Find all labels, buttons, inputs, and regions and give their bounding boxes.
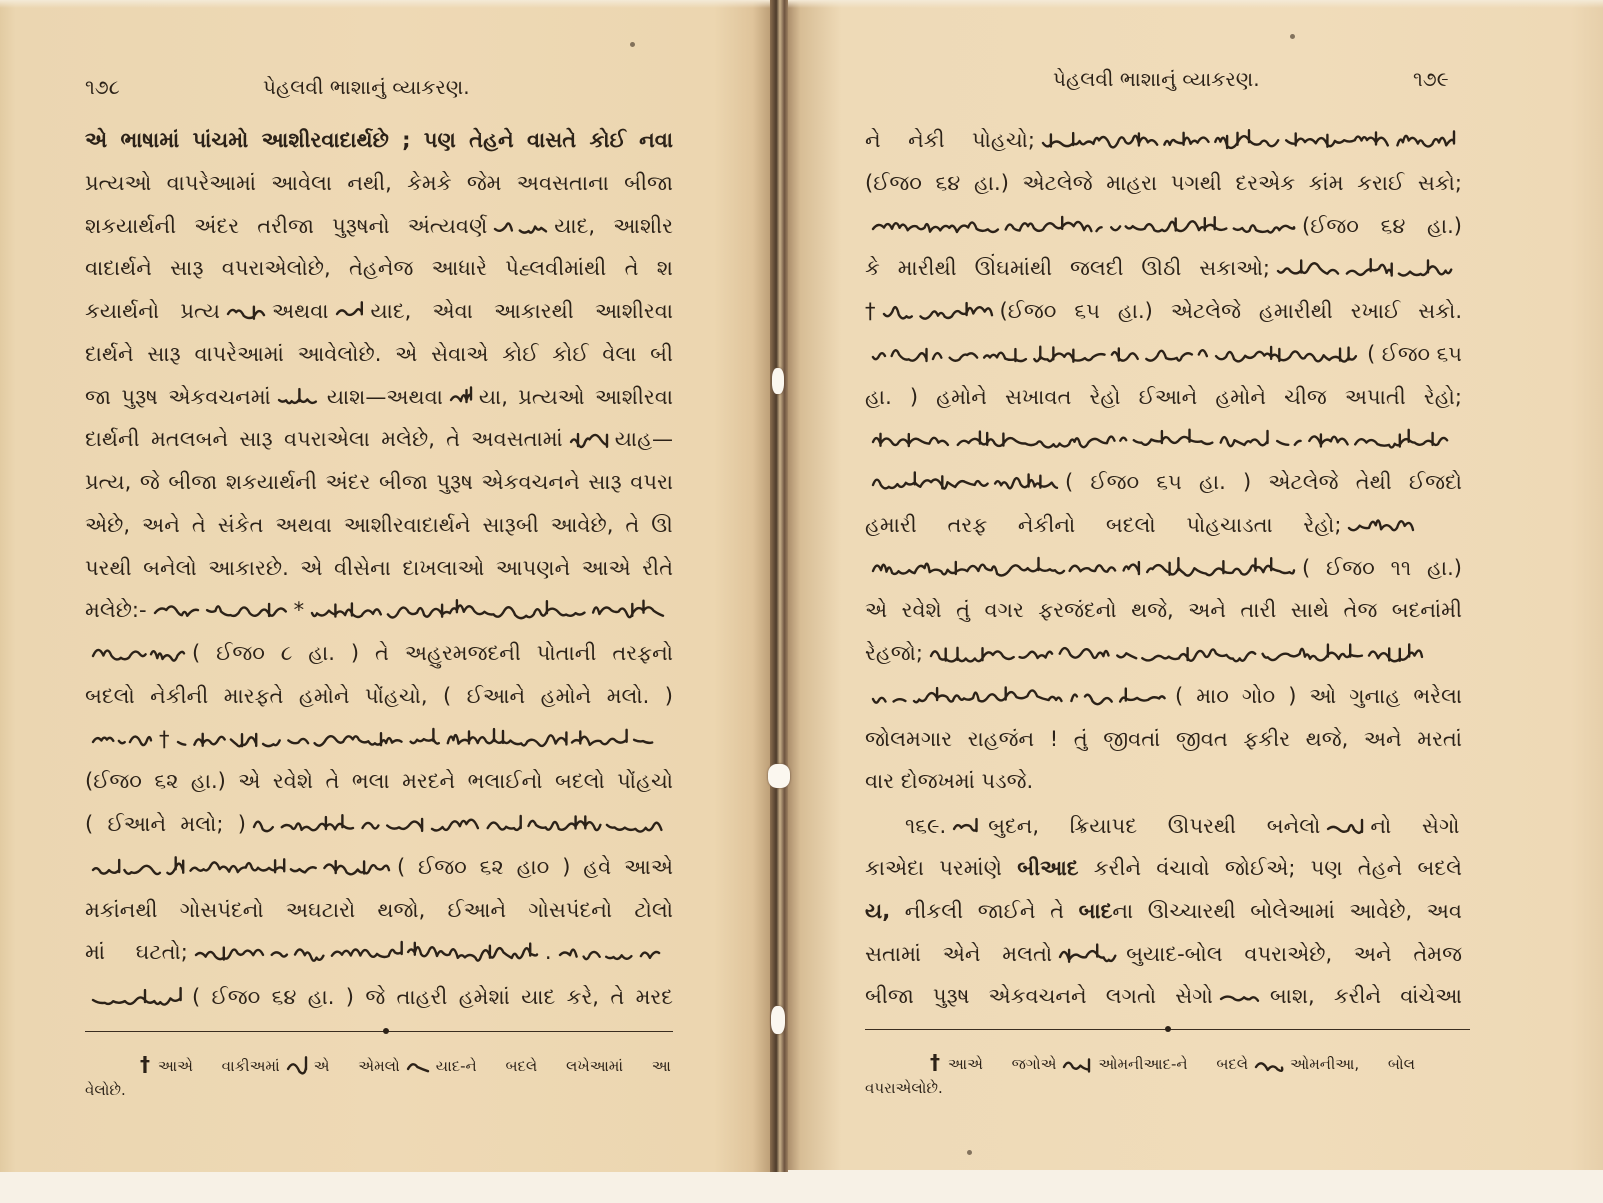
pahlavi-word	[871, 427, 1451, 453]
text-run: ( ઈજ૦ ૬૨ હા૦ ) હવે આએ	[397, 855, 673, 879]
text-line	[85, 937, 673, 967]
text-line	[85, 339, 673, 369]
pahlavi-stroke	[873, 472, 1057, 488]
pahlavi-glyphs	[871, 556, 1296, 582]
pahlavi-stroke	[1060, 945, 1115, 962]
text-run: યાદ, એવા આકારથી આશીરવા	[370, 299, 673, 323]
text-line	[85, 809, 673, 839]
text-run: ( ઈજ૦ ૧૧ હા.)	[1302, 556, 1462, 580]
pahlavi-stroke	[451, 388, 471, 403]
text-line	[865, 168, 1462, 198]
text-run: ( ઈઆને મલો; )	[85, 812, 246, 836]
text-run: ( ઈજ૦ ૬૫	[1367, 342, 1462, 366]
pahlavi-stroke	[1328, 820, 1362, 833]
text-run: પ્રત્ય, જે બીજા શકયાર્થની અંદર બીજા પુરૂષ એકવચનને સારૂ વપરા	[85, 470, 673, 494]
pahlavi-stroke	[312, 600, 663, 618]
pahlavi-word	[1058, 942, 1120, 968]
pahlavi-stroke	[873, 430, 1447, 448]
text-line	[865, 382, 1462, 412]
pahlavi-glyphs	[406, 1054, 430, 1080]
text-run: બુદન, ક્રિયાપદ ઊપરથી બનેલો	[988, 814, 1321, 838]
text-run: *	[293, 598, 305, 622]
text-line	[85, 168, 673, 198]
pahlavi-glyphs	[871, 684, 1169, 710]
pahlavi-word	[871, 684, 1169, 710]
pahlavi-glyphs	[153, 598, 288, 624]
pahlavi-stroke	[254, 815, 661, 831]
pahlavi-stroke	[1349, 520, 1413, 530]
pahlavi-word	[252, 812, 667, 838]
footnote-rule-dot	[1165, 1026, 1171, 1032]
pahlavi-word	[558, 940, 663, 966]
text-line	[85, 895, 673, 925]
pahlavi-glyphs	[449, 385, 473, 411]
text-run: કાએદા પરમાંણે	[865, 856, 1002, 880]
pahlavi-stroke	[93, 650, 184, 661]
pahlavi-glyphs	[493, 214, 548, 240]
pahlavi-word	[871, 214, 1296, 240]
text-run: જોલમગાર રાહજંન ! તું જીવતાં જીવત ફકીર થજે, અને મરતાં	[865, 727, 1462, 751]
pahlavi-glyphs	[91, 855, 391, 881]
footnote-line	[85, 1078, 673, 1102]
text-line	[85, 766, 673, 796]
pahlavi-glyphs	[176, 727, 656, 753]
text-run: .	[544, 940, 552, 964]
text-line	[85, 638, 673, 668]
pahlavi-stroke	[196, 942, 537, 961]
pahlavi-stroke	[873, 688, 1165, 705]
stitch-hole	[771, 1006, 785, 1034]
pahlavi-stroke	[954, 819, 977, 831]
pahlavi-glyphs	[286, 1054, 308, 1080]
text-line	[85, 125, 673, 155]
pahlavi-stroke	[873, 558, 1294, 576]
text-run: બાશ, કરીને વાંચેઆ	[1269, 984, 1462, 1008]
text-line	[865, 595, 1462, 625]
text-run: બદલો નેકીની મારફતે હમોને પોંહચો, ( ઈઆને હમોને મલો. )	[85, 684, 673, 708]
pahlavi-glyphs	[1058, 942, 1120, 968]
footnote-line	[865, 1076, 1470, 1100]
text-line	[865, 766, 1462, 796]
pahlavi-word	[1326, 814, 1364, 840]
pahlavi-stroke	[178, 729, 652, 746]
text-line	[85, 553, 673, 583]
pahlavi-glyphs	[335, 299, 365, 325]
text-line	[865, 339, 1462, 369]
pahlavi-word	[194, 940, 539, 966]
pahlavi-word	[310, 598, 665, 624]
text-run: આએ વાકીઅમાં	[158, 1057, 280, 1075]
text-line	[905, 811, 1462, 841]
pahlavi-word	[449, 385, 473, 411]
pahlavi-stroke	[93, 988, 181, 1004]
text-line	[85, 467, 673, 497]
text-run: ઓમનીઆદ-ને બદલે	[1098, 1055, 1249, 1073]
pahlavi-glyphs	[871, 214, 1296, 240]
text-run: એ ભાષામાં પાંચમો આશીરવાદાર્થછે ; પણ તેહને વાસતે કોઈ નવા	[85, 128, 673, 152]
top-edge	[0, 0, 1603, 8]
text-run: યાહ—	[614, 427, 673, 451]
pahlavi-word	[569, 427, 609, 453]
pahlavi-stroke	[155, 604, 286, 616]
text-run: મલેછે:-	[85, 598, 147, 622]
pahlavi-stroke	[1064, 1059, 1089, 1071]
text-run: યાદ, આશીર	[554, 214, 673, 238]
pahlavi-word	[176, 727, 656, 753]
text-line	[85, 595, 673, 625]
pahlavi-stroke	[93, 737, 151, 746]
pahlavi-glyphs	[1062, 1052, 1092, 1078]
text-run: હા. ) હમોને સખાવત રેહો ઈઆને હમોને ચીજ અપાતી રેહો;	[865, 385, 1462, 409]
text-line	[865, 553, 1462, 583]
text-run: વપરાએલોછે.	[865, 1079, 943, 1097]
pahlavi-glyphs	[226, 299, 266, 325]
running-title: પેહલવી ભાશાનું વ્યાકરણ.	[1053, 67, 1260, 91]
text-line	[85, 681, 673, 711]
text-run: દાર્થની મતલબને સારૂ વપરાએલા મલેછે, તે અવસતામાં	[85, 427, 563, 451]
pahlavi-stroke	[571, 434, 607, 447]
text-run: બુયાદ-બોલ વપરાએછે, અને તેમજ	[1126, 942, 1462, 966]
text-line	[865, 724, 1462, 754]
pahlavi-stroke	[931, 645, 1422, 662]
text-run: હમારી તરફ નેકીનો બદલો પોહચાડતા રેહો;	[865, 513, 1342, 537]
pahlavi-word	[1254, 1052, 1284, 1078]
text-run: યા, પ્રત્યઓ આશીરવા	[478, 385, 674, 409]
text-run: મકાંનથી ગોસપંદનો અઘટારો થજો, ઈઆને ગોસપંદનો ટોલો	[85, 898, 673, 922]
pahlavi-stroke	[279, 389, 316, 403]
text-run-bold: ય,	[865, 899, 891, 923]
text-run: વાર દોજખમાં પડજે.	[865, 769, 1034, 793]
dagger-mark: †	[159, 727, 170, 751]
text-line	[865, 939, 1462, 969]
text-run: આએ જગોએ	[948, 1055, 1057, 1073]
pahlavi-word	[1062, 1052, 1092, 1078]
stitch-hole	[772, 368, 784, 394]
text-run: કે મારીથી ઊંઘમાંથી જલદી ઊઠી સકાઓ;	[865, 256, 1270, 280]
text-run: નીકલી જાઈને તે	[904, 899, 1065, 923]
text-run: ( ઈજ૦ ૬૪ હા. ) જે તાહરી હમેશાં યાદ કરે, તે મરદ	[192, 985, 673, 1009]
footnote-line	[140, 1052, 673, 1076]
text-line	[85, 724, 673, 754]
pahlavi-glyphs	[569, 427, 609, 453]
paper-speck	[1290, 34, 1295, 39]
text-run: સતામાં એને મલતો	[865, 942, 1053, 966]
pahlavi-word	[871, 556, 1296, 582]
pahlavi-stroke	[1043, 130, 1454, 148]
text-run: રેહજો;	[865, 641, 923, 665]
footnote-line	[930, 1050, 1470, 1074]
pahlavi-glyphs	[929, 641, 1424, 667]
pahlavi-word	[929, 641, 1424, 667]
pahlavi-glyphs	[1347, 513, 1415, 539]
text-line	[865, 896, 1462, 926]
pahlavi-word	[952, 814, 982, 840]
paragraph-number: ૧૬૯.	[905, 814, 947, 838]
pahlavi-glyphs	[91, 985, 186, 1011]
pahlavi-word	[493, 214, 548, 240]
pahlavi-word	[277, 385, 321, 411]
footnote-rule-dot	[383, 1028, 389, 1034]
text-line	[865, 638, 1462, 668]
text-run: (ઈજ૦ ૬૫ હા.) એટલેજે હમારીથી રખાઈ સકો.	[999, 299, 1462, 323]
text-line	[85, 382, 673, 412]
pahlavi-glyphs	[558, 940, 663, 966]
pahlavi-stroke	[873, 347, 1356, 362]
text-line	[865, 253, 1462, 283]
pahlavi-stroke	[1256, 1063, 1282, 1070]
pahlavi-word	[91, 727, 153, 753]
text-run: ઓમનીઆ, બોલ	[1290, 1055, 1416, 1073]
pahlavi-glyphs	[91, 641, 186, 667]
text-run: માં ઘટતો;	[85, 940, 188, 964]
pahlavi-stroke	[228, 307, 264, 319]
text-line	[85, 253, 673, 283]
text-line	[865, 467, 1462, 497]
text-run: ( ઈજ૦ ૬૫ હા. ) એટલેજે તેથી ઈજદો	[1065, 470, 1462, 494]
text-run: કરીને વંચાવો જોઈએ; પણ તેહને બદલે	[1093, 856, 1462, 880]
pahlavi-glyphs	[1254, 1052, 1284, 1078]
text-line	[85, 852, 673, 882]
pahlavi-glyphs	[882, 299, 994, 325]
dagger-mark: †	[865, 299, 876, 323]
pahlavi-word	[91, 985, 186, 1011]
text-line	[865, 296, 1462, 326]
text-run: ( ઈજ૦ ૮ હા. ) તે અહુરમજદની પોતાની તરફનો	[192, 641, 673, 665]
dagger-mark: †	[930, 1050, 940, 1074]
paper-speck	[967, 1150, 972, 1155]
text-run: વેલોછે.	[85, 1081, 126, 1099]
text-line	[85, 982, 673, 1012]
text-line	[865, 510, 1462, 540]
pahlavi-stroke	[337, 302, 362, 315]
pahlavi-glyphs	[871, 470, 1059, 496]
text-line	[85, 211, 673, 241]
pahlavi-word	[406, 1054, 430, 1080]
text-run: ને નેકી પોહચો;	[865, 128, 1035, 152]
text-run: (ઈજ૦ ૬૪ હા.)	[1302, 214, 1462, 238]
text-line	[85, 510, 673, 540]
pahlavi-word	[91, 641, 186, 667]
binding-gutter	[770, 0, 788, 1172]
text-line	[865, 424, 1462, 454]
text-run: અથવા	[272, 299, 329, 323]
text-run: એછે, અને તે સંકેત અથવા આશીરવાદાર્થને સારૂબી આવેછે, તે ઊ	[85, 513, 673, 537]
running-title: પેહલવી ભાશાનું વ્યાકરણ.	[263, 75, 470, 99]
text-line	[865, 853, 1462, 883]
text-run: પ્રત્યઓ વાપરેઆમાં આવેલા નથી, કેમકે જેમ અવસતાના બીજા	[85, 171, 673, 195]
page-number: ૧૭૮	[85, 75, 120, 99]
pahlavi-glyphs	[252, 812, 667, 838]
text-line	[865, 125, 1462, 155]
pahlavi-glyphs	[1276, 256, 1456, 282]
text-run: ( મા૦ ગો૦ ) ઓ ગુનાહ ભરેલા	[1175, 684, 1462, 708]
text-run: દાર્થને સારૂ વાપરેઆમાં આવેલોછે. એ સેવાએ કોઈ કોઈ વેલા બી	[85, 342, 673, 366]
pahlavi-stroke	[1278, 259, 1451, 275]
text-run: યાશ—અથવા	[326, 385, 443, 409]
pahlavi-glyphs	[277, 385, 321, 411]
text-line	[85, 296, 673, 326]
text-line	[865, 681, 1462, 711]
page-number: ૧૭૯	[1413, 67, 1449, 91]
pahlavi-glyphs	[1041, 128, 1456, 154]
pahlavi-stroke	[495, 223, 546, 232]
pahlavi-stroke	[884, 303, 992, 319]
paper-speck	[630, 42, 635, 47]
pahlavi-stroke	[1221, 997, 1258, 1001]
pahlavi-glyphs	[871, 427, 1451, 453]
pahlavi-word	[871, 470, 1059, 496]
pahlavi-word	[882, 299, 994, 325]
pahlavi-glyphs	[871, 342, 1361, 368]
pahlavi-word	[153, 598, 288, 624]
text-run: જા પુરૂષ એકવચનમાં	[85, 385, 271, 409]
text-run: બીજા પુરૂષ એકવચનને લગતો સેગો	[865, 984, 1213, 1008]
pahlavi-word	[1347, 513, 1415, 539]
pahlavi-glyphs	[1326, 814, 1364, 840]
dagger-mark: †	[140, 1052, 150, 1076]
pahlavi-word	[1276, 256, 1456, 282]
pahlavi-word	[335, 299, 365, 325]
pahlavi-word	[1219, 984, 1264, 1010]
text-run-bold: બાદ	[1078, 899, 1113, 923]
pahlavi-glyphs	[1219, 984, 1264, 1010]
text-run: વાદાર્થને સારૂ વપરાએલોછે, તેહનેજ આધારે પેહ્લવીમાંથી તે શ	[85, 256, 673, 280]
pahlavi-glyphs	[310, 598, 665, 624]
text-run: (ઈજ૦ ૬૨ હા.) એ રવેશે તે ભલા મરદને ભલાઈનો બદલો પોંહચો	[85, 769, 673, 793]
text-line	[865, 981, 1462, 1011]
pahlavi-stroke	[93, 857, 389, 874]
pahlavi-word	[286, 1054, 308, 1080]
text-run: યાદ-ને બદલે લખેઆમાં આ	[435, 1057, 671, 1075]
pahlavi-word	[91, 855, 391, 881]
text-run: કયાર્થનો પ્રત્ય	[85, 299, 221, 323]
pahlavi-stroke	[288, 1057, 306, 1073]
pahlavi-word	[226, 299, 266, 325]
text-run: એ એમલો	[313, 1057, 400, 1075]
pahlavi-word	[871, 342, 1361, 368]
pahlavi-glyphs	[952, 814, 982, 840]
text-run: પરથી બનેલો આકારછે. એ વીસેના દાખલાઓ આપણને આએ રીતે	[85, 556, 673, 580]
text-run-bold: બીઆદ	[1017, 856, 1079, 880]
text-run: નો સેગો	[1370, 814, 1460, 838]
pahlavi-glyphs	[91, 727, 153, 753]
pahlavi-stroke	[560, 950, 659, 959]
text-line	[865, 211, 1462, 241]
footnote-rule	[85, 1031, 673, 1032]
text-line	[85, 424, 673, 454]
text-run: એ રવેશે તું વગર ફરજંદનો થજે, અને તારી સાથે તેજ બદનાંમી	[865, 598, 1462, 622]
pahlavi-glyphs	[194, 940, 539, 966]
text-run: (ઈજ૦ ૬૪ હા.) એટલેજે માહરા પગથી દરએક કાંમ કરાઈ સકો;	[865, 171, 1462, 195]
text-run: શકયાર્થની અંદર તરીજા પુરૂષનો અંત્યવર્ણ	[85, 214, 488, 238]
stitch-hole	[768, 764, 790, 788]
pahlavi-stroke	[873, 217, 1294, 233]
text-run: ના ઊચ્ચારથી બોલેઆમાં આવેછે, અવ	[1112, 899, 1462, 923]
pahlavi-word	[1041, 128, 1456, 154]
pahlavi-stroke	[408, 1064, 428, 1071]
